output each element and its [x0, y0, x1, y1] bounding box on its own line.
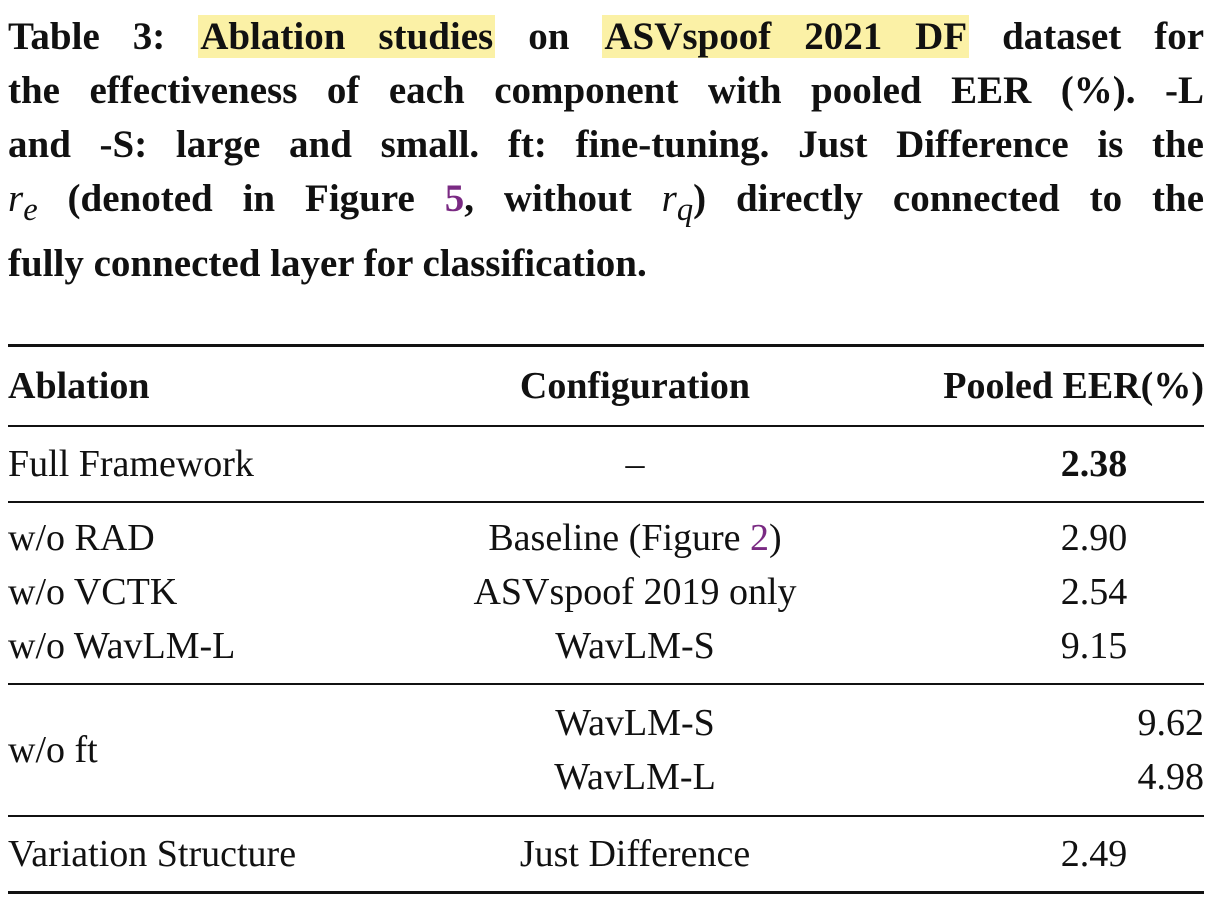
table-row [8, 427, 1204, 501]
figure-ref-link[interactable]: 5 [444, 177, 465, 220]
best-eer-value: 2.38 [1060, 443, 1128, 485]
config-stack [408, 696, 862, 804]
math-subscript: q [676, 191, 694, 228]
math-symbol: r [661, 177, 677, 220]
cell-configuration: WavLM-S [555, 625, 715, 667]
caption-text: dataset for [1002, 15, 1205, 58]
highlight-dataset-name: ASVspoof 2021 DF [604, 15, 968, 58]
table-bottom-rule [8, 891, 1204, 894]
cell-eer [862, 832, 1204, 876]
header-ablation: Ablation [8, 365, 150, 407]
math-r-q [661, 177, 694, 228]
cell-configuration [408, 516, 862, 560]
cell-ablation: Variation Structure [8, 833, 297, 875]
caption-line-2: the effectiveness of each component with pooled EER (%). -L [8, 69, 1204, 112]
cell-configuration: – [625, 443, 645, 485]
math-r-e [8, 177, 38, 228]
eer-value: 9.15 [1060, 625, 1128, 667]
header-pooled-eer: Pooled EER(%) [943, 365, 1204, 407]
cell-ablation: w/o WavLM-L [8, 625, 236, 667]
header-configuration: Configuration [519, 365, 751, 407]
cell-eer [1138, 696, 1205, 750]
figure-ref-link[interactable]: 2 [750, 517, 770, 559]
cell-eer [862, 442, 1204, 486]
caption-line-5: fully connected layer for classification. [8, 241, 647, 285]
cell-ablation: w/o ft [8, 729, 98, 771]
table-row [8, 511, 1204, 565]
eer-value: 9.62 [1137, 702, 1204, 744]
math-subscript: e [23, 191, 38, 228]
cell-configuration: WavLM-S [555, 702, 715, 744]
eer-value: 4.98 [1137, 756, 1204, 798]
eer-stack [862, 696, 1204, 804]
eer-value: 2.90 [1060, 517, 1128, 559]
cell-eer [1138, 750, 1205, 804]
cell-configuration: Just Difference [519, 833, 751, 875]
config-text: ) [769, 517, 782, 559]
table-caption [8, 10, 1204, 291]
table-row [8, 817, 1204, 891]
caption-text: (denoted in Figure [67, 177, 415, 220]
table-row [8, 565, 1204, 619]
caption-text: on [528, 15, 570, 58]
cell-ablation: Full Framework [8, 443, 254, 485]
cell-ablation: w/o RAD [8, 517, 155, 559]
cell-eer [862, 624, 1204, 668]
caption-line-3: and -S: large and small. ft: fine-tuning. Just Difference is the [8, 123, 1204, 166]
caption-text: ) directly connected to the [693, 177, 1205, 220]
eer-value: 2.49 [1060, 833, 1128, 875]
caption-line-4 [8, 172, 1204, 237]
table-row-group [8, 685, 1204, 815]
eer-value: 2.54 [1060, 571, 1128, 613]
cell-eer [862, 570, 1204, 614]
highlight-ablation-studies: Ablation studies [200, 15, 494, 58]
config-text: Baseline (Figure [488, 517, 751, 559]
math-symbol: r [8, 177, 24, 220]
caption-text: , without [464, 177, 632, 220]
caption-label: Table 3: [8, 15, 166, 58]
table-header-row [8, 347, 1204, 425]
cell-configuration: ASVspoof 2019 only [473, 571, 797, 613]
caption-line-1 [8, 10, 1204, 64]
table-row [8, 619, 1204, 673]
cell-ablation: w/o VCTK [8, 571, 178, 613]
cell-eer [862, 516, 1204, 560]
cell-configuration: WavLM-L [554, 756, 716, 798]
ablation-table [8, 344, 1204, 894]
